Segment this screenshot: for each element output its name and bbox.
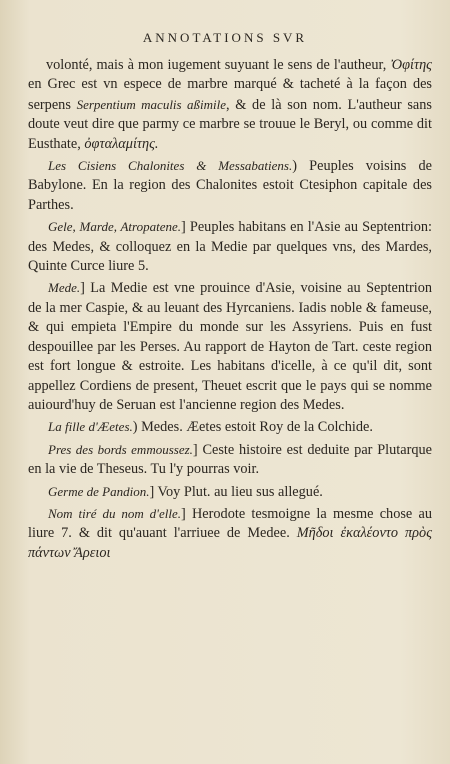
greek-quotation: Μῆδοι ἐκαλέοντο πρὸς πάντων Ἄρειοι bbox=[28, 525, 432, 561]
entry-text: en Grec est vn espece de marbre marqué & tacheté à la façon des serpens bbox=[28, 76, 432, 113]
annotation-text-block bbox=[28, 56, 432, 565]
entry-lemma: Germe de Pandion. bbox=[48, 483, 150, 499]
latin-phrase: Serpentium maculis aßimile bbox=[76, 96, 226, 112]
annotation-entry bbox=[28, 56, 432, 154]
entry-text: ] Ceste histoire est deduite par Plutarque en la vie de Theseus. Tu l'y pourras voir. bbox=[28, 441, 432, 478]
running-header: ANNOTATIONS SVR bbox=[142, 30, 308, 45]
entry-lemma: Pres des bords emmoussez. bbox=[48, 441, 193, 457]
entry-text: , & de là son nom. L'autheur sans doute veut dire que parmy ce marbre se trouue le Beryl, ou comme dit Eusthate, bbox=[28, 96, 432, 152]
entry-text: ] Voy Plut. au lieu sus allegué. bbox=[149, 483, 323, 500]
greek-word: Ὀφίτης bbox=[390, 57, 432, 73]
annotation-entry bbox=[28, 417, 432, 437]
entry-lemma: Mede. bbox=[48, 280, 81, 296]
entry-lemma: La fille d'Æetes. bbox=[48, 419, 133, 435]
annotation-entry bbox=[28, 440, 432, 480]
entry-lemma: Les Cisiens Chalonites & Messabatiens. bbox=[48, 158, 293, 174]
entry-text: ] La Medie est vne prouince d'Asie, voisine au Septentrion de la mer Caspie, & au leuant des Hyrcaniens. Iadis noble & fameuse, & qui empieta l'Empire du monde sur les Assyriens. Puis en fust despouillee par les Perses. Au rapport de Hayton de Tart. ceste region est fort longue & estroite. Les habitans d'icelle, à ce qu'il dit, sont appellez Cordiens de present, Theuet escrit que le pays qui se nomme auiourd'huy de Seruan est l'ancienne region des Medes. bbox=[28, 280, 432, 413]
entry-lemma: Gele, Marde, Atropatene. bbox=[48, 219, 182, 235]
entry-text: ) Peuples voisins de Babylone. En la region des Chalonites estoit Ctesiphon capitale des Parthes. bbox=[28, 158, 432, 213]
annotation-entry bbox=[28, 217, 432, 276]
entry-text: ] Herodote tesmoigne la mesme chose au liure 7. & dit qu'auant l'arriuee de Medee. bbox=[28, 505, 432, 542]
entry-lemma: Nom tiré du nom d'elle. bbox=[48, 505, 181, 521]
entry-text: ) Medes. Æetes estoit Roy de la Colchide. bbox=[132, 419, 373, 436]
entry-text: ] Peuples habitans en l'Asie au Septentrion: des Medes, & colloquez en la Medie par quelques vns, des Mardes, Quinte Curce liure 5. bbox=[28, 219, 432, 275]
annotation-entry bbox=[28, 278, 432, 415]
entry-text: volonté, mais à mon iugement suyuant le sens de l'autheur, bbox=[46, 57, 391, 73]
annotation-entry bbox=[28, 482, 432, 502]
greek-word: ὀφταλαμίτης. bbox=[84, 135, 159, 152]
annotation-entry bbox=[28, 156, 432, 215]
annotation-entry bbox=[28, 504, 432, 563]
